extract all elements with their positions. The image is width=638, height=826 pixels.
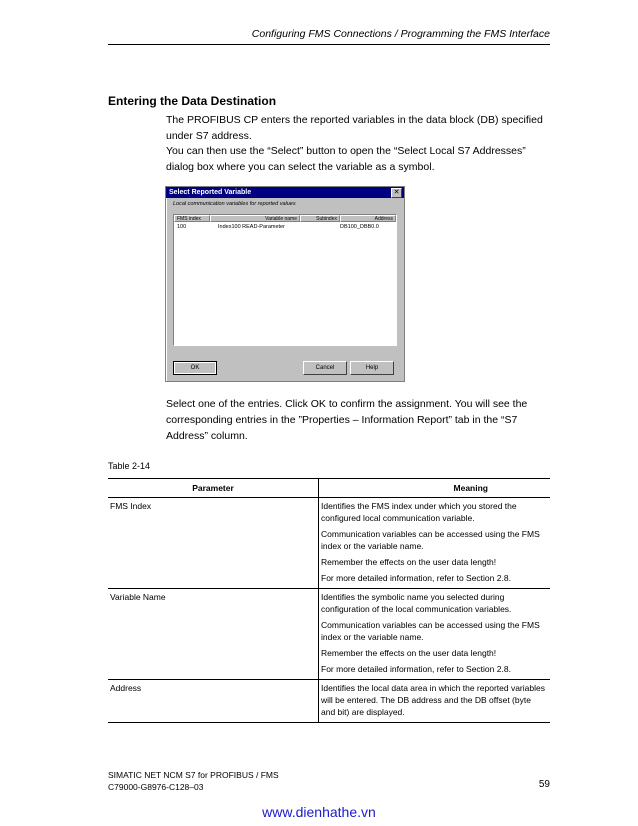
section-title: Entering the Data Destination bbox=[108, 94, 277, 108]
parameter-cell: Variable Name bbox=[108, 589, 319, 680]
footer-product: SIMATIC NET NCM S7 for PROFIBUS / FMS bbox=[108, 770, 279, 780]
column-header-variable-name[interactable]: Variable name bbox=[210, 215, 300, 222]
dialog-titlebar bbox=[166, 187, 404, 198]
meaning-cell bbox=[319, 498, 551, 589]
dialog-title: Select Reported Variable bbox=[169, 189, 252, 196]
cancel-button[interactable]: Cancel bbox=[303, 361, 347, 375]
column-header-parameter: Parameter bbox=[108, 479, 319, 498]
variable-list[interactable] bbox=[173, 214, 397, 346]
column-header-subindex[interactable]: Subindex bbox=[300, 215, 340, 222]
table-caption: Table 2-14 bbox=[108, 461, 151, 471]
meaning-cell bbox=[319, 680, 551, 723]
meaning-line: Communication variables can be accessed using the FMS index or the variable name. bbox=[321, 620, 540, 642]
help-button[interactable]: Help bbox=[350, 361, 394, 375]
meaning-line: For more detailed information, refer to Section 2.8. bbox=[321, 664, 511, 674]
cell-variable-name: Index100 READ-Parameter bbox=[218, 224, 285, 230]
list-item[interactable] bbox=[174, 224, 396, 232]
page-number: 59 bbox=[538, 779, 550, 790]
paragraph-1: The PROFIBUS CP enters the reported variables in the data block (DB) specified under S7 address. bbox=[166, 114, 543, 142]
dialog-caption: Local communication variables for reported values bbox=[173, 201, 296, 207]
footer-order-number: C79000-G8976-C128–03 bbox=[108, 782, 204, 792]
parameter-table bbox=[108, 478, 550, 723]
paragraph-3: Select one of the entries. Click OK to confirm the assignment. You will see the corresponding entries in the ”Properties – Information Report” tab in the “S7 Address” column. bbox=[166, 398, 528, 442]
close-icon[interactable]: ✕ bbox=[391, 188, 402, 198]
column-header-fms-index[interactable]: FMS index bbox=[174, 215, 210, 222]
ok-button[interactable]: OK bbox=[173, 361, 217, 375]
parameter-cell: Address bbox=[108, 680, 319, 723]
header-rule bbox=[108, 44, 550, 45]
select-reported-variable-dialog bbox=[165, 186, 405, 382]
parameter-cell: FMS Index bbox=[108, 498, 319, 589]
meaning-line: Identifies the symbolic name you selected during configuration of the local communication variables. bbox=[321, 592, 512, 614]
meaning-line: Remember the effects on the user data length! bbox=[321, 557, 497, 567]
running-header: Configuring FMS Connections / Programming the FMS Interface bbox=[251, 28, 550, 40]
meaning-cell bbox=[319, 589, 551, 680]
table-row bbox=[108, 498, 550, 589]
meaning-line: For more detailed information, refer to Section 2.8. bbox=[321, 573, 511, 583]
cell-address: DB100_DBB0.0 bbox=[340, 224, 379, 230]
meaning-line: Identifies the local data area in which the reported variables will be entered. The DB address and the DB offset (byte and bit) are displayed. bbox=[321, 683, 545, 717]
meaning-line: Identifies the FMS index under which you stored the configured local communication variable. bbox=[321, 501, 517, 523]
watermark-url[interactable]: www.dienhathe.vn bbox=[262, 804, 376, 820]
table-header-row bbox=[108, 479, 550, 498]
meaning-line: Communication variables can be accessed using the FMS index or the variable name. bbox=[321, 529, 540, 551]
table-row bbox=[108, 680, 550, 723]
table-row bbox=[108, 589, 550, 680]
cell-fms-index: 100 bbox=[177, 224, 187, 230]
column-header-meaning: Meaning bbox=[319, 479, 551, 498]
paragraph-2: You can then use the “Select” button to open the “Select Local S7 Addresses” dialog box where you can select the variable as a symbol. bbox=[166, 145, 526, 173]
column-header-address[interactable]: Address bbox=[340, 215, 396, 222]
meaning-line: Remember the effects on the user data length! bbox=[321, 648, 497, 658]
